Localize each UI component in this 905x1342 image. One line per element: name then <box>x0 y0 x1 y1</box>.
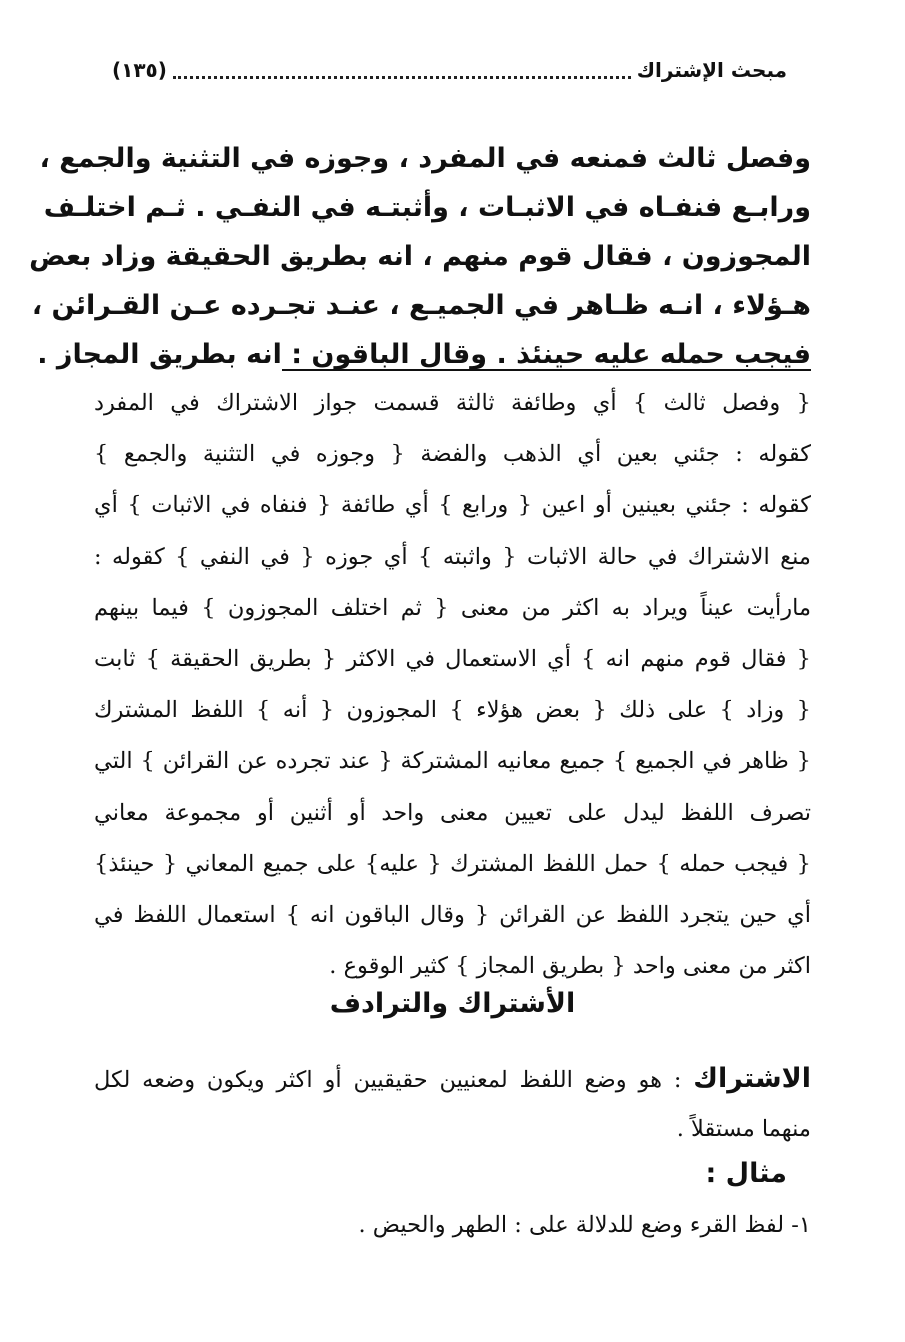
definition-line <box>94 1054 811 1104</box>
commentary-line: اكثر من معنى واحد { بطريق المجاز } كثير الوقوع . <box>329 953 811 980</box>
definition-text: : هو وضع اللفظ لمعنيين حقيقيين أو اكثر ويكون وضعه لكل <box>94 1067 682 1093</box>
section-heading: الأشتراك والترادف <box>329 988 576 1019</box>
commentary-text <box>94 378 811 992</box>
page-header <box>112 50 787 90</box>
main-text-line: فيجب حمله عليه حينئذ . وقال الباقون : انه بطريق المجاز . <box>37 339 811 370</box>
example-item: ١- لفظ القرء وضع للدلالة على : الطهر والحيض . <box>358 1212 811 1238</box>
commentary-line: تصرف اللفظ ليدل على تعيين معنى واحد أو أثنين أو مجموعة معاني <box>94 799 811 826</box>
main-text-line: وفصل ثالث فمنعه في المفرد ، وجوزه في التثنية والجمع ، <box>39 143 811 174</box>
main-text-line: هـؤلاء ، انـه ظـاهر في الجميـع ، عنـد تجـرده عـن القـرائن ، <box>31 290 811 321</box>
definition-term: الاشتراك <box>693 1063 811 1094</box>
separator-rule <box>282 369 811 371</box>
commentary-line: كقوله : جئني بعينين أو اعين { ورابع } أي طائفة { فنفاه في الاثبات } أي <box>94 492 811 519</box>
commentary-line: أي حين يتجرد اللفظ عن القرائن { وقال الباقون انه } استعمال اللفظ في <box>94 901 811 928</box>
commentary-line: { وفصل ثالث } أي وطائفة ثالثة قسمت جواز الاشتراك في المفرد <box>94 390 811 416</box>
main-text-line: ورابـع فنفـاه في الاثبـات ، وأثبتـه في النفـي . ثـم اختلـف <box>43 192 811 223</box>
commentary-line: كقوله : جئني بعين أي الذهب والفضة { وجوزه في التثنية والجمع } <box>94 441 811 468</box>
commentary-line: منع الاشتراك في حالة الاثبات { واثبته } أي جوزه { في النفي } كقوله : <box>94 543 811 570</box>
commentary-line: { فيجب حمله } حمل اللفظ المشترك { عليه} على جميع المعاني { حينئذ} <box>94 850 811 877</box>
definition-line-2: منهما مستقلاً . <box>676 1116 811 1142</box>
page-number: (١٣٥) <box>112 58 167 82</box>
commentary-line: { وزاد } على ذلك { بعض هؤلاء } المجوزون { أنه } اللفظ المشترك <box>94 697 811 724</box>
commentary-line: { ظاهر في الجميع } جميع معانيه المشتركة { عند تجرده عن القرائن } التي <box>94 748 811 775</box>
commentary-line: { فقال قوم منهم انه } أي الاستعمال في الاكثر { بطريق الحقيقة } ثابت <box>94 645 811 672</box>
chapter-title: مبحث الإشتراك <box>636 58 787 82</box>
main-text-line: المجوزون ، فقال قوم منهم ، انه بطريق الحقيقة وزاد بعض <box>29 241 811 272</box>
commentary-line: مارأيت عيناً ويراد به اكثر من معنى { ثم اختلف المجوزون } فيما بينهم <box>94 594 811 621</box>
header-dotted-leader <box>173 72 631 79</box>
definition-paragraph <box>94 1054 811 1154</box>
example-label: مثال : <box>705 1158 787 1189</box>
main-text <box>29 134 811 379</box>
